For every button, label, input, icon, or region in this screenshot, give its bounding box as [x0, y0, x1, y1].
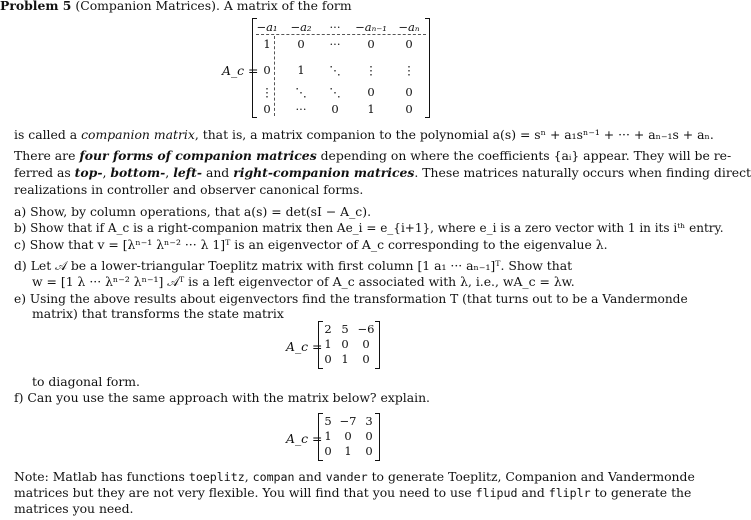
m1-cell: 0 — [263, 63, 271, 77]
text-span: depending on where the coefficients {aᵢ} appear. They will be re- — [320, 148, 732, 163]
term-top: top- — [74, 165, 103, 180]
m3-cell: 0 — [324, 444, 332, 458]
matrix-3 — [318, 413, 380, 461]
m1-cell: 0 — [331, 102, 339, 116]
note-line2 — [14, 485, 691, 501]
item-e-line3: to diagonal form. — [32, 374, 140, 389]
problem-number: Problem 5 — [0, 0, 72, 13]
m1-cell: 0 — [367, 85, 375, 99]
m1-cell: 0 — [297, 37, 305, 51]
m1-cell: ⋮ — [261, 85, 273, 99]
m1-cell: 0 — [367, 37, 375, 51]
para1-line2 — [14, 148, 731, 164]
code-vander: vander — [325, 470, 368, 484]
note-line3: matrices you need. — [14, 501, 134, 516]
item-d-line1: d) Let 𝒜 be a lower-triangular Toeplitz matrix with first column [1 a₁ ··· aₙ₋₁]ᵀ. Show that — [14, 258, 573, 273]
matrix-2 — [318, 321, 380, 369]
text-span: to generate Toeplitz, Companion and Vandermonde — [371, 469, 695, 484]
matrix2-label: A_c = — [286, 339, 323, 354]
item-c: c) Show that v = [λⁿ⁻¹ λⁿ⁻² ··· λ 1]ᵀ is an eigenvector of A_c corresponding to the eigenvalue λ. — [14, 237, 608, 252]
m1-cell: 0 — [263, 102, 271, 116]
m1-cell: −aₙ — [398, 20, 420, 34]
text-span: There are — [14, 148, 76, 163]
item-a: a) Show, by column operations, that a(s) = det(sI − A_c). — [14, 204, 372, 219]
para1-line3 — [14, 165, 751, 181]
problem-topic: (Companion Matrices). — [75, 0, 220, 13]
m2-cell: 0 — [324, 352, 332, 366]
m3-cell: −7 — [339, 414, 357, 428]
item-b: b) Show that if A_c is a right-companion matrix then Ae_i = e_{i+1}, where e_i is a zero vector with 1 in its iᵗʰ entry. — [14, 221, 724, 235]
m3-cell: 1 — [344, 444, 352, 458]
text-span: and — [521, 485, 545, 500]
code-compan: compan — [252, 470, 295, 484]
m1-cell: ⋮ — [365, 63, 377, 77]
text-span: , — [165, 165, 170, 180]
m1-cell: ··· — [329, 20, 341, 34]
m2-cell: −6 — [357, 322, 375, 336]
m1-cell: ··· — [295, 102, 307, 116]
text-span: . These matrices naturally occurs when finding direct — [414, 165, 751, 180]
m1-cell: 1 — [297, 63, 305, 77]
item-e-line2: matrix) that transforms the state matrix — [32, 306, 284, 321]
m1-cell: ⋮ — [403, 63, 415, 77]
m2-cell: 0 — [362, 337, 370, 351]
para1-line4: realizations in controller and observer canonical forms. — [14, 182, 364, 197]
m2-cell: 1 — [341, 352, 349, 366]
code-fliplr: fliplr — [548, 486, 591, 500]
text-span: and — [298, 469, 322, 484]
m3-cell: 1 — [324, 429, 332, 443]
m1-cell: 1 — [263, 37, 271, 51]
m2-cell: 0 — [341, 337, 349, 351]
m2-cell: 1 — [324, 337, 332, 351]
m1-cell: −aₙ₋₁ — [355, 20, 387, 34]
text-span: to generate the — [594, 485, 692, 500]
item-f: f) Can you use the same approach with the matrix below? explain. — [14, 390, 430, 405]
m1-cell: 0 — [405, 85, 413, 99]
m1-cell: 0 — [405, 102, 413, 116]
matrix3-label: A_c = — [286, 431, 323, 446]
term-right-companion: right-companion matrices — [233, 165, 415, 180]
m2-cell: 2 — [324, 322, 332, 336]
text-span: matrices but they are not very flexible. You will find that you need to use — [14, 485, 472, 500]
text-span: and — [205, 165, 230, 180]
term-four-forms: four forms of companion matrices — [79, 148, 317, 163]
m1-cell: ⋱ — [329, 63, 341, 77]
note-line1 — [14, 469, 695, 485]
text-span: ferred as — [14, 165, 71, 180]
text-span: , — [102, 165, 107, 180]
m3-cell: 0 — [344, 429, 352, 443]
code-flipud: flipud — [475, 486, 518, 500]
item-d-line2: w = [1 λ ··· λⁿ⁻² λⁿ⁻¹] 𝒜ᵀ is a left eigenvector of A_c associated with λ, i.e., wA_c = λw. — [32, 274, 575, 289]
para1-line1 — [14, 127, 714, 143]
text-span: is called a — [14, 127, 78, 142]
m2-cell: 5 — [341, 322, 349, 336]
code-toeplitz: toeplitz — [188, 470, 245, 484]
matrix1-label: A_c = — [222, 63, 259, 78]
m2-cell: 0 — [362, 352, 370, 366]
item-e-line1: e) Using the above results about eigenvectors find the transformation T (that turns out to be a Vandermonde — [14, 292, 688, 306]
text-span: , — [244, 469, 249, 484]
row-separator — [256, 34, 426, 35]
m1-cell: ⋱ — [329, 85, 341, 99]
term-left: left- — [173, 165, 202, 180]
companion-matrix-general — [252, 18, 430, 118]
m1-cell: −a₂ — [290, 20, 312, 34]
term-companion-matrix: companion matrix — [81, 127, 195, 142]
text-span: , that is, a matrix companion to the polynomial a(s) = sⁿ + a₁sⁿ⁻¹ + ··· + aₙ₋₁s + aₙ. — [194, 127, 714, 142]
problem-intro: A matrix of the form — [223, 0, 352, 13]
m1-cell: ··· — [329, 37, 341, 51]
text-span: Note: Matlab has functions — [14, 469, 185, 484]
right-bracket — [425, 18, 430, 118]
m1-cell: −a₁ — [256, 20, 278, 34]
m1-cell: 1 — [367, 102, 375, 116]
m3-cell: 0 — [365, 444, 373, 458]
term-bottom: bottom- — [110, 165, 166, 180]
m3-cell: 3 — [365, 414, 373, 428]
m3-cell: 0 — [365, 429, 373, 443]
m3-cell: 5 — [324, 414, 332, 428]
m1-cell: ⋱ — [295, 85, 307, 99]
m1-cell: 0 — [405, 37, 413, 51]
problem-header — [0, 0, 352, 14]
